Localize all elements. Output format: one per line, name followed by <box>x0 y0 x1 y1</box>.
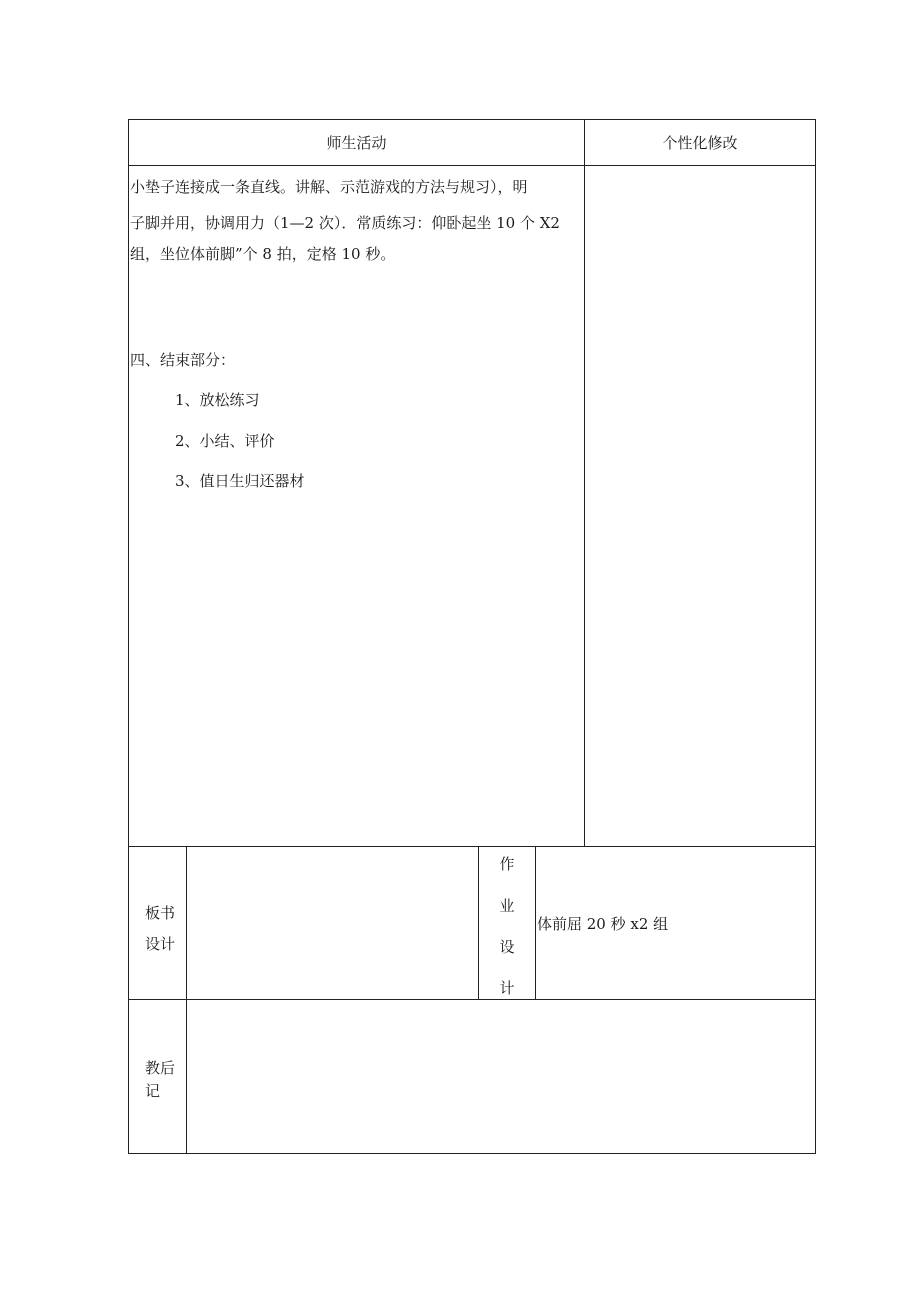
table-top-border <box>128 119 816 120</box>
homework-label-char-2: 业 <box>499 897 515 915</box>
content-line-1: 小垫子连接成一条直线。讲解、示范游戏的方法与规习），明 <box>130 178 528 196</box>
label-column-divider <box>186 846 187 1154</box>
afterword-label-line1: 教后 <box>145 1059 176 1077</box>
activity-modify-divider <box>584 119 585 847</box>
board-bottom-border <box>128 999 816 1000</box>
homework-content: 体前屈 20 秒 x2 组 <box>537 915 669 933</box>
section-four-heading: 四、结束部分： <box>130 351 236 369</box>
activity-column-title: 师生活动 <box>326 134 387 152</box>
table-bottom-border <box>128 1153 816 1154</box>
modify-column-title: 个性化修改 <box>662 134 738 152</box>
board-label-line2: 设计 <box>145 935 176 953</box>
header-bottom-border <box>128 165 816 166</box>
table-left-border <box>128 119 129 1154</box>
board-label-line1: 板书 <box>145 904 176 922</box>
homework-label-right-divider <box>535 846 536 1000</box>
content-line-3: 组，坐位体前脚”个 8 拍，定格 10 秒。 <box>130 245 396 263</box>
list-item-relax: 1、放松练习 <box>175 391 260 409</box>
list-item-return-equipment: 3、值日生归还器材 <box>175 472 305 490</box>
homework-label-char-4: 计 <box>499 979 515 997</box>
content-line-2: 子脚并用，协调用力（1—2 次）．常质练习：仰卧起坐 10 个 X2 <box>130 214 560 232</box>
main-bottom-border <box>128 846 816 847</box>
homework-label-char-1: 作 <box>499 855 515 873</box>
afterword-label-line2: 记 <box>145 1082 161 1100</box>
list-item-summary: 2、小结、评价 <box>175 432 275 450</box>
homework-label-char-3: 设 <box>499 938 515 956</box>
table-right-border <box>815 119 816 1154</box>
